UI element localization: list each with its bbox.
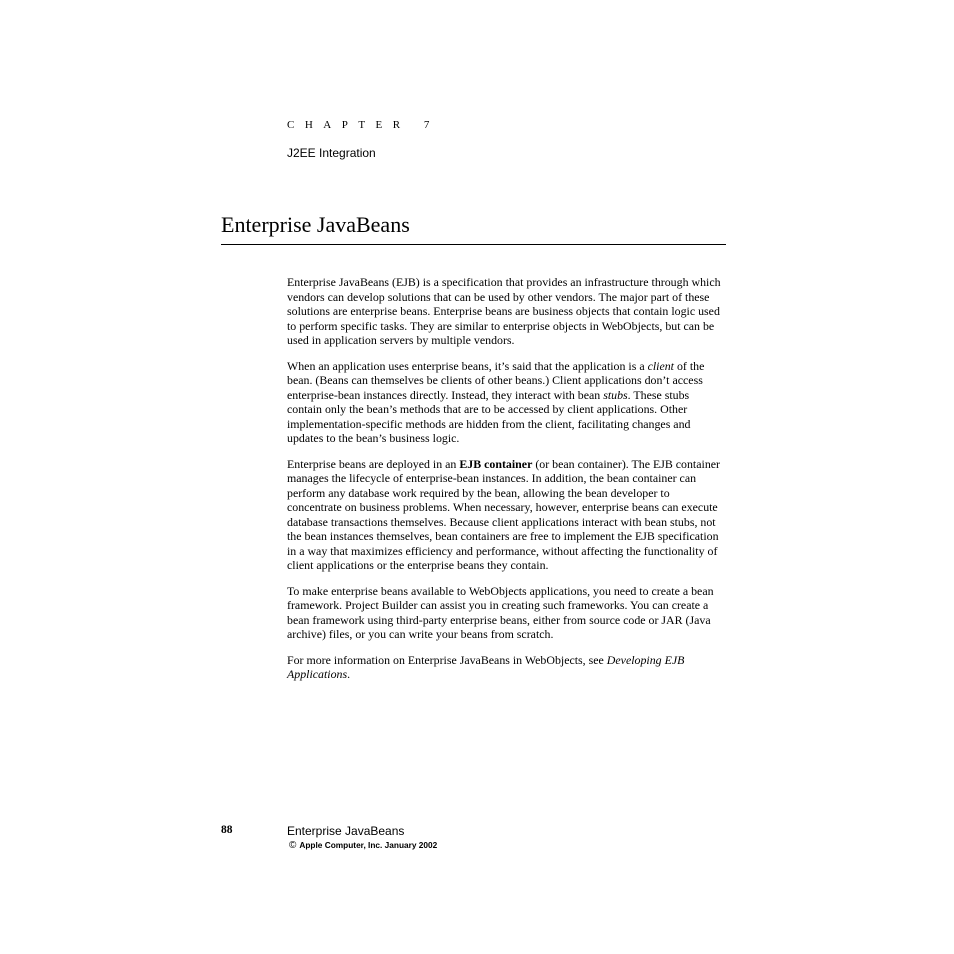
paragraph-2-text: . These stubs contain only the bean’s methods that are to be accessed by client applications. Other implementation-specific methods are hidden from the client, facilitating changes and updates to the bean’s business logic. [287,387,691,445]
paragraph-2-text: of the bean. (Beans can themselves be clients of other beans.) Client applications don’t access enterprise-bean instances directly. Instead, they interact with bean [287,358,705,402]
paragraph-2 [287,359,727,446]
term-stubs: stubs [603,387,628,402]
paragraph-3 [287,457,727,573]
copyright-text: Apple Computer, Inc. January 2002 [299,840,438,850]
chapter-label: CHAPTER 7 [287,119,440,131]
term-client: client [647,358,674,373]
copyright-notice [289,840,437,851]
footer-title: Enterprise JavaBeans [287,824,405,838]
paragraph-2-text: When an application uses enterprise beans, it’s said that the application is a [287,358,648,373]
paragraph-3-text: (or bean container). The EJB container manages the lifecycle of enterprise-bean instances. In addition, the bean container can perform any database work required by the bean, allowing the bean developer to concentrate on business problems. When necessary, however, enterprise beans can execute database transactions themselves. Because client applications interact with bean stubs, not the bean instances themselves, bean containers are free to implement the EJB specification in a way that maximizes efficiency and performance, without affecting the functionality of client applications or the enterprise beans they contain. [287,456,721,572]
term-ejb-container: EJB container [459,456,533,471]
section-title: Enterprise JavaBeans [221,212,410,237]
paragraph-5-text: . [347,667,351,681]
paragraph-1: Enterprise JavaBeans (EJB) is a specification that provides an infrastructure through which vendors can develop solutions that can be used by other vendors. The major part of these solutions are enterprise beans. Enterprise beans are business objects that contain logic used to perform specific tasks. They are similar to enterprise objects in WebObjects, but can be used in application servers by multiple vendors. [287,275,721,347]
paragraph-5-text: For more information on Enterprise JavaBeans in WebObjects, see [287,652,607,667]
title-divider [221,244,726,245]
body-text [287,275,727,693]
copyright-icon: © [289,840,297,851]
paragraph-3-text: Enterprise beans are deployed in an [287,456,460,471]
paragraph-5 [287,653,727,682]
chapter-name: J2EE Integration [287,146,376,160]
page-number: 88 [221,824,233,836]
book-reference: Developing EJB Applications [287,652,685,681]
paragraph-4: To make enterprise beans available to WebObjects applications, you need to create a bean framework. Project Builder can assist you in creating such frameworks. You can create a bean framework using third-party enterprise beans, either from source code or JAR (Java archive) files, or you can write your beans from scratch. [287,583,714,641]
